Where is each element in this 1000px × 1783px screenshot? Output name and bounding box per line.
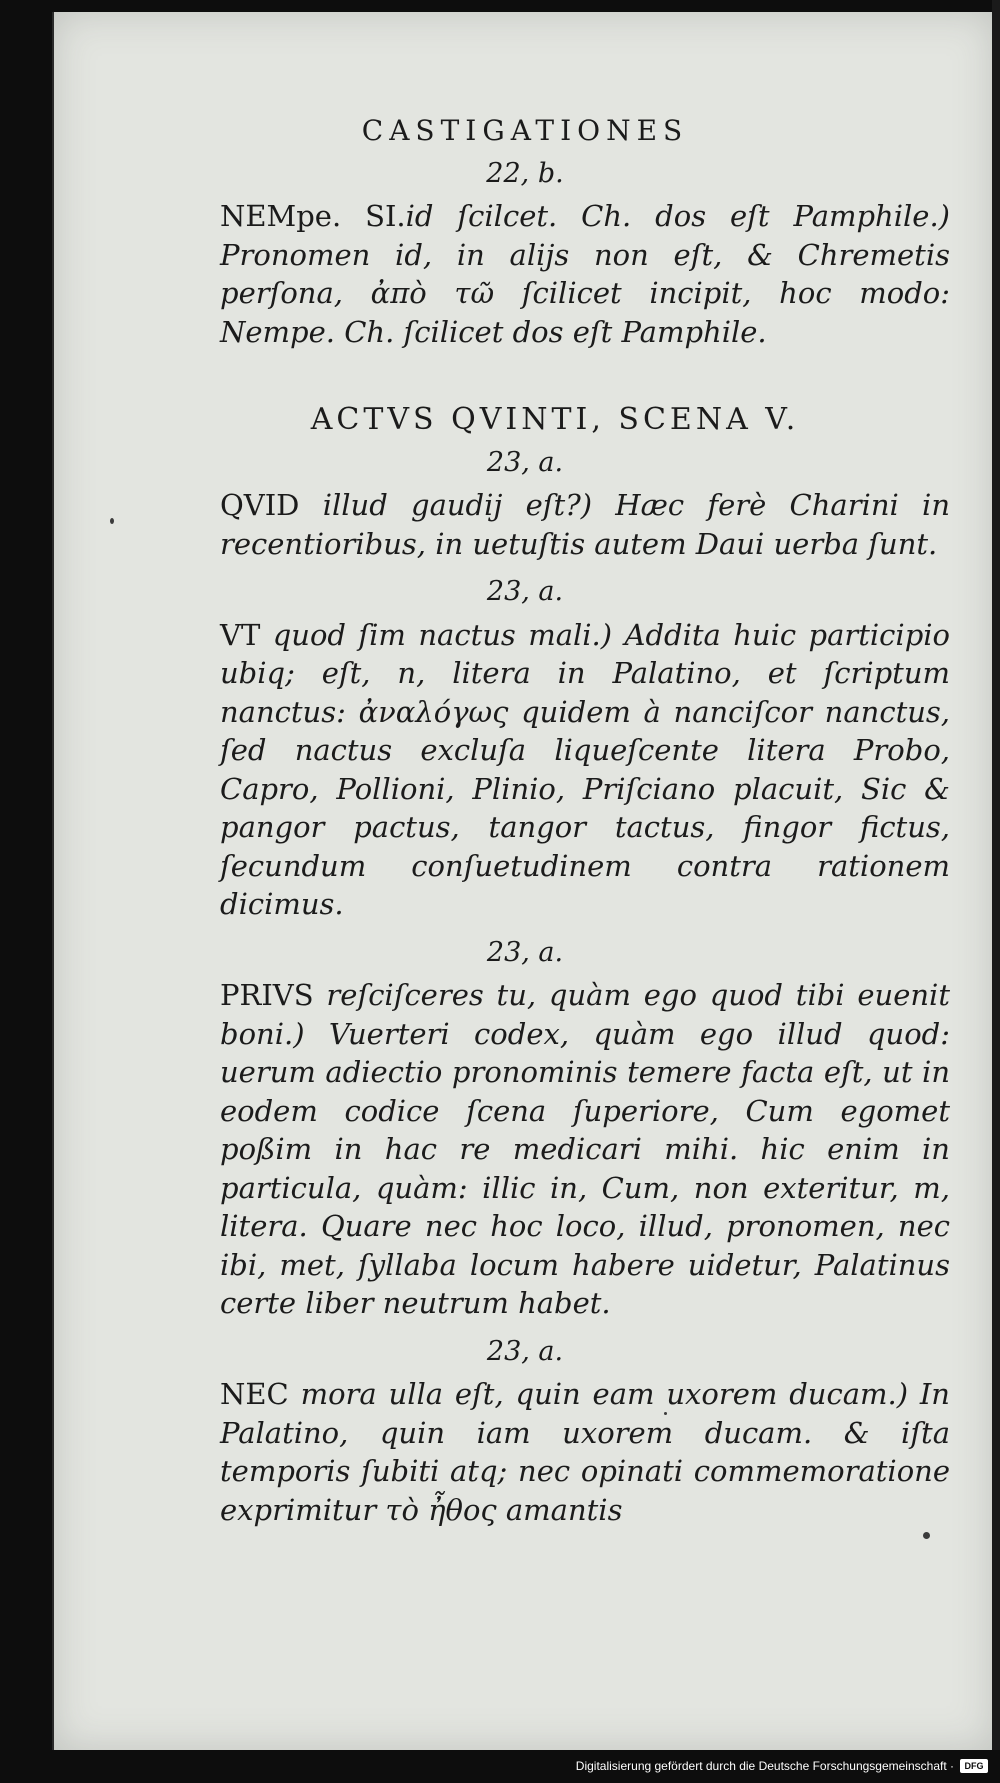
reference-marker: 23, a. — [486, 446, 564, 478]
reference-marker: 22, b. — [486, 157, 564, 189]
commentary-entry — [220, 197, 950, 351]
lemma-caps: PRIVS — [220, 978, 314, 1012]
lemma-caps: NEMpe. SI. — [220, 199, 406, 233]
commentary-entry — [220, 486, 950, 563]
entry-text: reſciſceres tu, quàm ego quod tibi euenit boni.) Vuerteri codex, quàm ego illud quod: uerum adiectio pronominis temere facta eſt, ut in eodem codice ſcena ſuperiore, Cum egomet poßim in hac re medicari mihi. hic enim in particula, quàm: illic in, Cum, non exteritur, m, litera. Quare nec hoc loco, illud, pronomen, nec ibi, met, ſyllaba locum habere uidetur, Palatinus certe liber neutrum habet. — [220, 978, 950, 1320]
entry-text: illud gaudij eſt?) Hæc ferè Charini in recentioribus, in uetuſtis autem Daui uerba ſunt. — [220, 488, 950, 561]
footer-credit: Digitalisierung gefördert durch die Deutsche Forschungsgemeinschaft · — [575, 1759, 954, 1773]
scene-heading: ACTVS QVINTI, SCENA V. — [310, 402, 800, 437]
running-head: CASTIGATIONES — [361, 114, 689, 147]
lemma-caps: NEC — [220, 1377, 289, 1411]
reference-marker: 23, a. — [486, 936, 564, 968]
page-text — [220, 112, 950, 1539]
page-edge — [992, 0, 1000, 1750]
ink-speck — [110, 518, 114, 524]
commentary-entry — [220, 1375, 950, 1529]
digitization-footer — [0, 1755, 1000, 1777]
entry-text: id ſcilcet. Ch. dos eſt Pamphile.) Pronomen id, in alijs non eſt, & Chremetis perſona, ἀπὸ τῶ ſcilicet incipit, hoc modo: Nempe. Ch. ſcilicet dos eſt Pamphile. — [220, 199, 950, 349]
entry-text: quod ſim nactus mali.) Addita huic participio ubiq; eſt, n, litera in Palatino, et ſcriptum nanctus: ἀναλόγως quidem à nanciſcor nanctus, ſed nactus excluſa liqueſcente litera Probo, Capro, Pollioni, Plinio, Priſciano placuit, Sic & pangor pactus, tangor tactus, fingor fictus, ſecundum conſuetudinem contra rationem dicimus. — [220, 617, 950, 921]
dfg-logo-icon: DFG — [960, 1759, 988, 1773]
commentary-entry — [220, 616, 950, 924]
lemma-caps: QVID — [220, 488, 300, 522]
reference-marker: 23, a. — [486, 576, 564, 607]
lemma-caps: VT — [220, 617, 261, 652]
entry-text: mora ulla eſt, quin eam uxorem ducam.) In Palatino, quin iam uxorem ducam. & iſta temporis ſubiti atq; nec opinati commemoratione exprimitur τὸ ἦθος amantis — [220, 1377, 950, 1527]
reference-marker: 23, a. — [486, 1335, 564, 1367]
commentary-entry — [220, 976, 950, 1323]
